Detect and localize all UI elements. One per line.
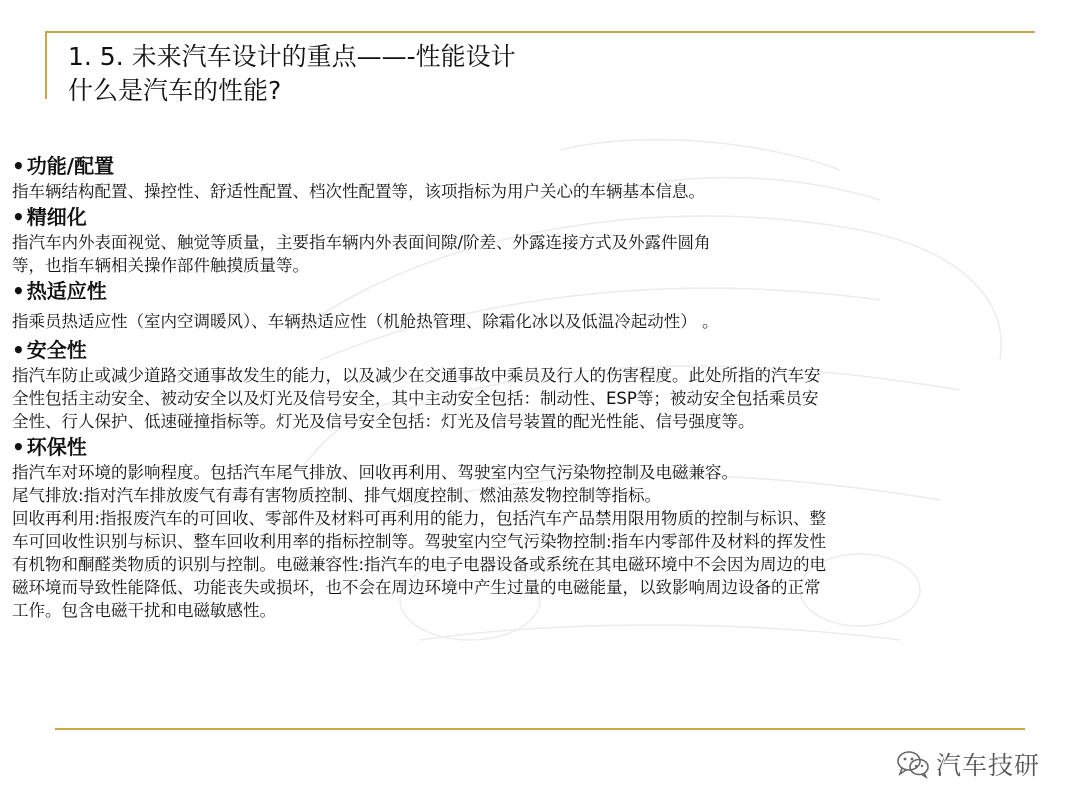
paragraph-line: 指汽车内外表面视觉、触觉等质量，主要指车辆内外表面间隙/阶差、外露连接方式及外露件圆角 (12, 233, 711, 252)
paragraph-line: 有机物和酮醛类物质的识别与控制。电磁兼容性:指汽车的电子电器设备或系统在其电磁环境中不会因为周边的电 (12, 555, 827, 574)
section-safety (12, 336, 1070, 433)
paragraph-line: 指车辆结构配置、操控性、舒适性配置、档次性配置等，该项指标为用户关心的车辆基本信息。 (12, 182, 705, 201)
paragraph-line: 全性、行人保护、低速碰撞指标等。灯光及信号安全包括：灯光及信号装置的配光性能、信号强度等。 (12, 412, 755, 431)
heading-text: 功能/配置 (26, 154, 115, 178)
watermark (896, 746, 1040, 782)
section-heading (12, 203, 1070, 231)
title-line-2: 什么是汽车的性能? (68, 76, 282, 105)
left-rule (45, 31, 47, 99)
heading-text: 环保性 (26, 435, 87, 459)
content-body (12, 152, 1070, 622)
section-heading (12, 433, 1070, 461)
bullet: • (12, 338, 25, 362)
paragraph-line: 指乘员热适应性（室内空调暖风）、车辆热适应性（机舱热管理、除霜化冰以及低温冷起动性） 。 (12, 312, 719, 331)
section-heading (12, 152, 1070, 180)
paragraph-line: 回收再利用:指报废汽车的可回收、零部件及材料可再利用的能力，包括汽车产品禁用限用物质的控制与标识、整 (12, 509, 827, 528)
watermark-text: 汽车技研 (936, 751, 1041, 780)
top-rule (45, 31, 1035, 33)
bullet: • (12, 154, 25, 178)
section-thermal (12, 277, 1070, 333)
paragraph-line: 指汽车防止或减少道路交通事故发生的能力，以及减少在交通事故中乘员及行人的伤害程度。此处所指的汽车安 (12, 366, 821, 385)
section-heading (12, 336, 1070, 364)
section-heading (12, 277, 1070, 305)
paragraph-line: 等，也指车辆相关操作部件触摸质量等。 (12, 256, 309, 275)
heading-text: 安全性 (26, 338, 87, 362)
bottom-rule (55, 728, 1025, 730)
paragraph-line: 工作。包含电磁干扰和电磁敏感性。 (12, 601, 276, 620)
wechat-icon (896, 749, 930, 779)
paragraph-line: 全性包括主动安全、被动安全以及灯光及信号安全，其中主动安全包括：制动性、ESP等；被动安全包括乘员安 (12, 389, 819, 408)
section-refinement (12, 203, 1070, 277)
paragraph-line: 车可回收性识别与标识、整车回收利用率的指标控制等。驾驶室内空气污染物控制:指车内零部件及材料的挥发性 (12, 532, 827, 551)
title-line-1: 1. 5. 未来汽车设计的重点——-性能设计 (68, 42, 516, 71)
slide-title (68, 40, 516, 108)
bullet: • (12, 279, 25, 303)
heading-text: 精细化 (26, 205, 87, 229)
heading-text: 热适应性 (26, 279, 107, 303)
bullet: • (12, 435, 25, 459)
bullet: • (12, 205, 25, 229)
paragraph-line: 指汽车对环境的影响程度。包括汽车尾气排放、回收再利用、驾驶室内空气污染物控制及电磁兼容。 (12, 463, 738, 482)
section-function-config (12, 152, 1070, 203)
paragraph-line: 尾气排放:指对汽车排放废气有毒有害物质控制、排气烟度控制、燃油蒸发物控制等指标。 (12, 486, 662, 505)
section-environment (12, 433, 1070, 622)
paragraph-line: 磁环境而导致性能降低、功能丧失或损坏，也不会在周边环境中产生过量的电磁能量，以致影响周边设备的正常 (12, 578, 821, 597)
